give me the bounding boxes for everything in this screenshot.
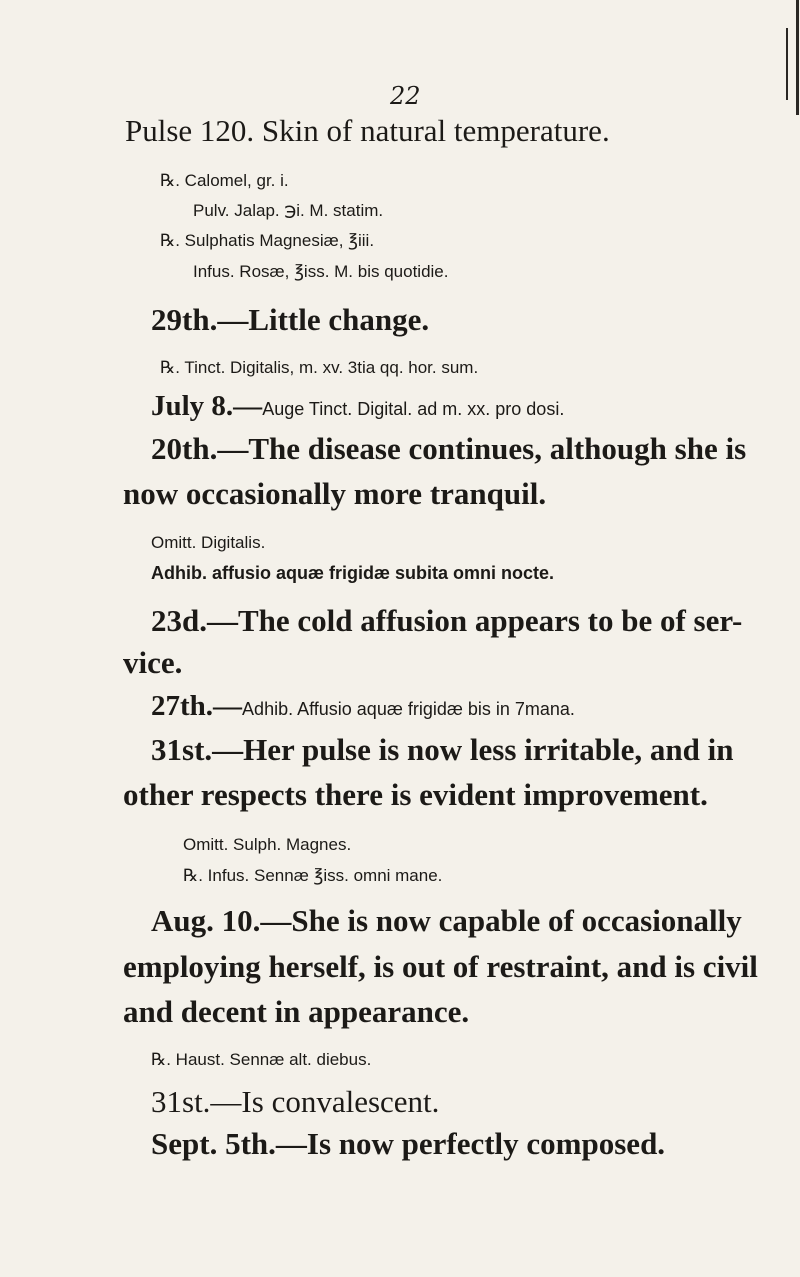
text-line: 31st.—Her pulse is now less irritable, and in <box>151 732 734 767</box>
text-line: Omitt. Digitalis. <box>151 533 266 552</box>
text-line: 27th.—Adhib. Affusio aquæ frigidæ bis in 7mana. <box>151 690 575 722</box>
text-line: Pulse 120. Skin of natural temperature. <box>125 113 610 148</box>
text-line: ℞. Tinct. Digitalis, m. xv. 3tia qq. hor. sum. <box>160 358 479 377</box>
text-line: Infus. Rosæ, ℥iss. M. bis quotidie. <box>193 262 449 281</box>
text-line: ℞. Calomel, gr. i. <box>160 171 289 190</box>
text-line: Omitt. Sulph. Magnes. <box>183 835 352 854</box>
text-line: Aug. 10.—She is now capable of occasionally <box>151 903 742 938</box>
text-line: 31st.—Is convalescent. <box>151 1084 440 1119</box>
text-line: now occasionally more tranquil. <box>123 476 547 511</box>
text-line: July 8.—Auge Tinct. Digital. ad m. xx. pro dosi. <box>151 390 565 422</box>
text-line: employing herself, is out of restraint, and is civil <box>123 949 758 984</box>
text-line: and decent in appearance. <box>123 994 470 1029</box>
text-line: Sept. 5th.—Is now perfectly composed. <box>151 1126 666 1161</box>
page-number: 22 <box>390 82 421 110</box>
page-edge-line <box>796 0 799 115</box>
text-line: vice. <box>123 645 183 680</box>
text-line: 29th.—Little change. <box>151 302 430 337</box>
text-line: other respects there is evident improvement. <box>123 777 708 812</box>
text-line: ℞. Infus. Sennæ ℥iss. omni mane. <box>183 866 443 885</box>
text-line: ℞. Haust. Sennæ alt. diebus. <box>151 1050 372 1069</box>
text-line: Adhib. affusio aquæ frigidæ subita omni nocte. <box>151 563 555 583</box>
page-edge-line <box>786 28 788 100</box>
text-line: Pulv. Jalap. ℈i. M. statim. <box>193 201 384 220</box>
text-line: 20th.—The disease continues, although she is <box>151 431 747 466</box>
text-line: ℞. Sulphatis Magnesiæ, ℥iii. <box>160 231 375 250</box>
text-line: 23d.—The cold affusion appears to be of ser- <box>151 603 743 638</box>
